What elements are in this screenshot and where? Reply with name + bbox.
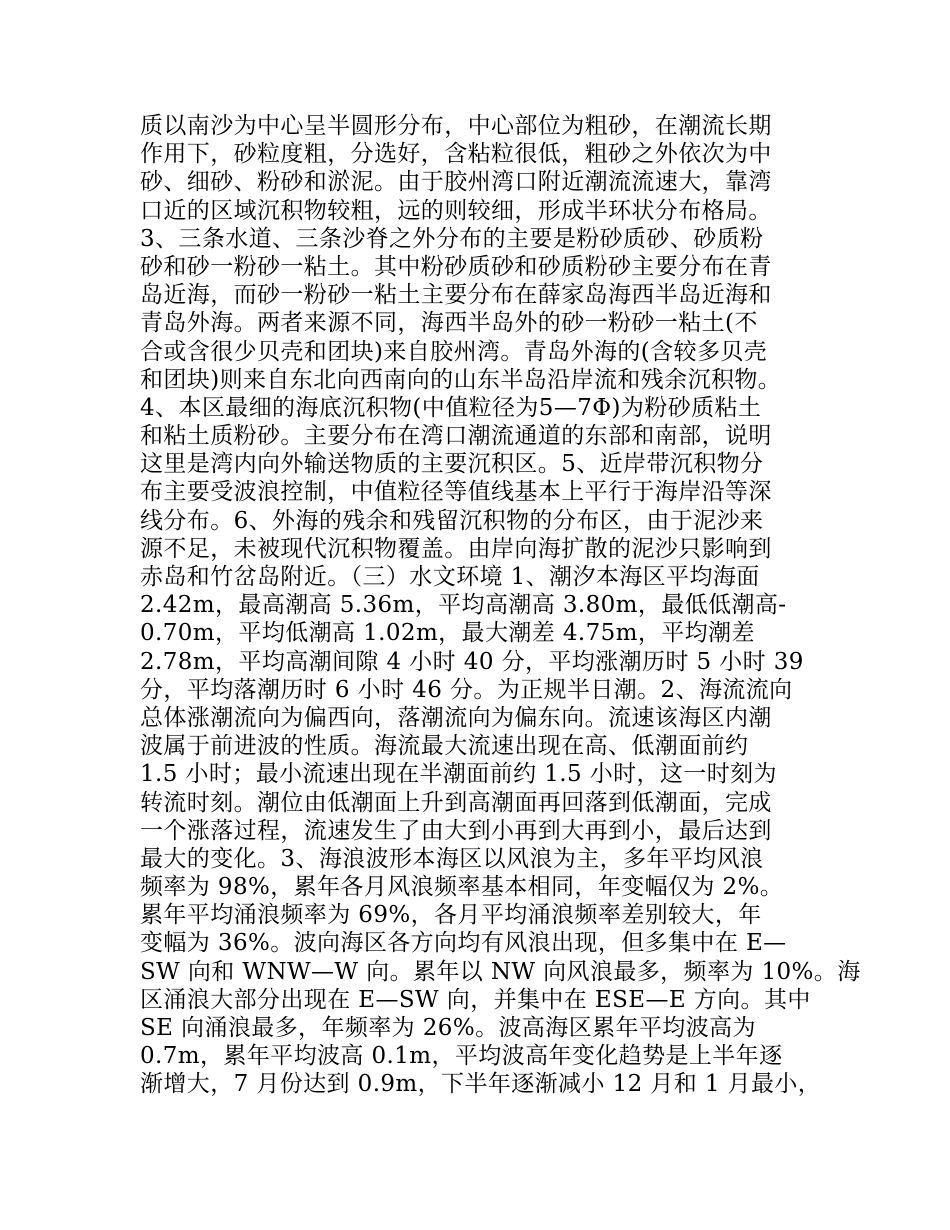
text-line-32: 区涌浪大部分出现在 E—SW 向，并集中在 ESE—E 方向。其中 <box>140 986 811 1013</box>
text-line-31: SW 向和 WNW—W 向。累年以 NW 向风浪最多，频率为 10%。海 <box>140 958 861 985</box>
text-line-9: 合或含很少贝壳和团块)来自胶州湾。青岛外海的(含较多贝壳 <box>140 338 768 365</box>
text-line-28: 频率为 98%，累年各月风浪频率基本相同，年变幅仅为 2%。 <box>140 874 784 901</box>
text-line-4: 口近的区域沉积物较粗，远的则较细，形成半环状分布格局。 <box>140 197 772 224</box>
text-line-35: 渐增大，7 月份达到 0.9m，下半年逐渐减小 12 月和 1 月最小， <box>140 1071 822 1098</box>
text-line-24: 1.5 小时；最小流速出现在半潮面前约 1.5 小时，这一时刻为 <box>140 761 777 788</box>
text-line-3: 砂、细砂、粉砂和淤泥。由于胶州湾口附近潮流流速大，靠湾 <box>140 169 772 196</box>
text-line-27: 最大的变化。3、海浪波形本海区以风浪为主，多年平均风浪 <box>140 845 764 872</box>
text-line-30: 变幅为 36%。波向海区各方向均有风浪出现，但多集中在 E— <box>140 930 787 957</box>
text-line-2: 作用下，砂粒度粗，分选好，含粘粒很低，粗砂之外依次为中 <box>140 141 772 168</box>
text-line-19: 0.70m，平均低潮高 1.02m，最大潮差 4.75m，平均潮差 <box>140 620 755 647</box>
text-line-11: 4、本区最细的海底沉积物(中值粒径为5—7Φ)为粉砂质粘土 <box>140 394 762 421</box>
text-line-17: 赤岛和竹岔岛附近。（三）水文环境 1、潮汐本海区平均海面 <box>140 564 760 590</box>
text-line-25: 转流时刻。潮位由低潮面上升到高潮面再回落到低潮面，完成 <box>140 789 772 816</box>
text-line-1: 质以南沙为中心呈半圆形分布，中心部位为粗砂，在潮流长期 <box>140 113 772 139</box>
text-line-10: 和团块)则来自东北向西南向的山东半岛沿岸流和残余沉积物。 <box>140 366 782 393</box>
body-text <box>140 112 861 1099</box>
text-line-20: 2.78m，平均高潮间隙 4 小时 40 分，平均涨潮历时 5 小时 39 <box>140 648 804 675</box>
text-line-34: 0.7m，累年平均波高 0.1m，平均波高年变化趋势是上半年逐 <box>140 1043 783 1070</box>
text-line-16: 源不足，未被现代沉积物覆盖。由岸向海扩散的泥沙只影响到 <box>140 535 772 562</box>
text-line-29: 累年平均涌浪频率为 69%，各月平均涌浪频率差别较大，年 <box>140 902 762 929</box>
text-line-12: 和粘土质粉砂。主要分布在湾口潮流通道的东部和南部，说明 <box>140 423 772 450</box>
text-line-23: 波属于前进波的性质。海流最大流速出现在高、低潮面前约 <box>140 733 749 760</box>
text-line-8: 青岛外海。两者来源不同，海西半岛外的砂一粉砂一粘土(不 <box>140 310 758 337</box>
text-line-22: 总体涨潮流向为偏西向，落潮流向为偏东向。流速该海区内潮 <box>140 704 772 731</box>
text-line-18: 2.42m，最高潮高 5.36m，平均高潮高 3.80m，最低低潮高- <box>140 592 787 619</box>
text-line-13: 这里是湾内向外输送物质的主要沉积区。5、近岸带沉积物分 <box>140 451 764 478</box>
text-line-15: 线分布。6、外海的残余和残留沉积物的分布区，由于泥沙来 <box>140 507 764 534</box>
text-line-26: 一个涨落过程，流速发生了由大到小再到大再到小，最后达到 <box>140 817 772 844</box>
text-line-33: SE 向涌浪最多，年频率为 26%。波高海区累年平均波高为 <box>140 1015 756 1041</box>
text-line-21: 分，平均落潮历时 6 小时 46 分。为正规半日潮。2、海流流向 <box>140 676 793 703</box>
text-line-7: 岛近海，而砂一粉砂一粘土主要分布在薛家岛海西半岛近海和 <box>140 282 772 309</box>
text-line-14: 布主要受波浪控制，中值粒径等值线基本上平行于海岸沿等深 <box>140 479 772 506</box>
text-line-5: 3、三条水道、三条沙脊之外分布的主要是粉砂质砂、砂质粉 <box>140 225 764 252</box>
text-line-6: 砂和砂一粉砂一粘土。其中粉砂质砂和砂质粉砂主要分布在青 <box>140 253 772 280</box>
